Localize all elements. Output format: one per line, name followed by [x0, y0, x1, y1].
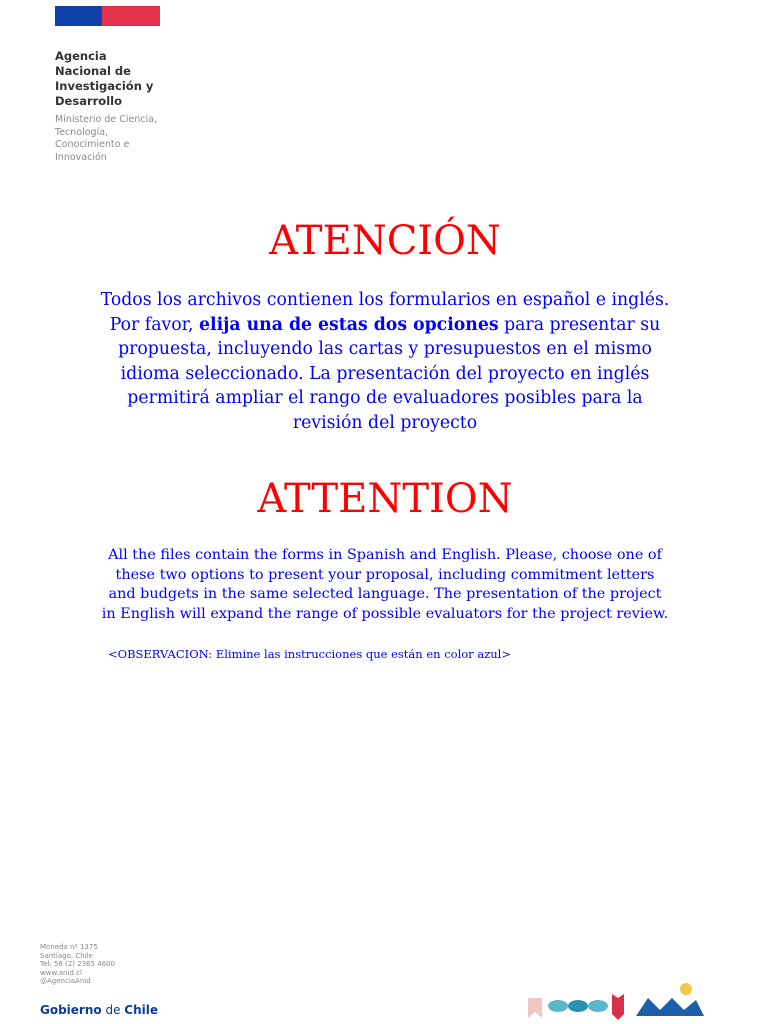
sun-shape [680, 983, 692, 995]
agency-line: Desarrollo [55, 94, 122, 108]
english-paragraph: All the files contain the forms in Spanish and English. Please, choose one of these two options to present your proposal, including commitment letters and budgets in the same selected language. The presentation of the project in English will expand the range of possible evaluators for the project review. [101, 547, 669, 622]
agency-line: Investigación y [55, 79, 154, 93]
agency-line: Nacional de [55, 64, 131, 78]
ministry-line: Innovación [55, 151, 107, 163]
de-word: de [101, 1003, 125, 1017]
ministry-line: Ministerio de Ciencia, [55, 114, 158, 125]
chile-flag-logo [55, 6, 160, 26]
flag-red-stripe [102, 6, 160, 26]
agency-line: Agencia [55, 49, 107, 63]
address-line: www.anid.cl [40, 968, 82, 977]
flag-blue-stripe [55, 6, 102, 26]
gobierno-de-chile-logo [40, 1003, 158, 1017]
address-line: Moneda nº 1375 [40, 943, 98, 951]
spanish-text-bold: elija una de estas dos opciones [199, 314, 499, 335]
address-line: @AgenciaAnid [40, 977, 91, 986]
mountain-shape [636, 998, 704, 1016]
spanish-paragraph [90, 288, 680, 435]
ministry-line: Tecnología, [55, 126, 109, 138]
english-title: ATTENTION [257, 476, 513, 522]
flower-shape [612, 994, 624, 1020]
pennant-shape [528, 998, 542, 1018]
agency-name [55, 49, 195, 109]
spanish-text-before: Todos los archivos contienen los formularios en español e inglés. Por favor, [100, 290, 670, 335]
gobierno-word: Gobierno [40, 1003, 102, 1017]
address-line: Santiago, Chile [40, 951, 93, 960]
ministry-line: Conocimiento e [55, 139, 130, 150]
address-line: Tel: 56 (2) 2365 4600 [40, 960, 116, 969]
wave-shape [568, 1000, 588, 1012]
observation-note: <OBSERVACION: Elimine las instrucciones que están en color azul> [108, 647, 511, 661]
spanish-text-after: para presentar su propuesta, incluyendo las cartas y presupuestos en el mismo idioma seleccionado. La presentación del proyecto en inglés permitirá ampliar el rango de evaluadores posibles para la revisión del proyecto [118, 314, 661, 433]
wave-shape [588, 1000, 608, 1012]
chile-word: Chile [124, 1003, 158, 1017]
spanish-title: ATENCIÓN [269, 218, 501, 264]
footer-address [40, 943, 115, 986]
wave-shape [548, 1000, 568, 1012]
footer-decorative-graphic [526, 980, 706, 1020]
ministry-name [55, 114, 195, 164]
